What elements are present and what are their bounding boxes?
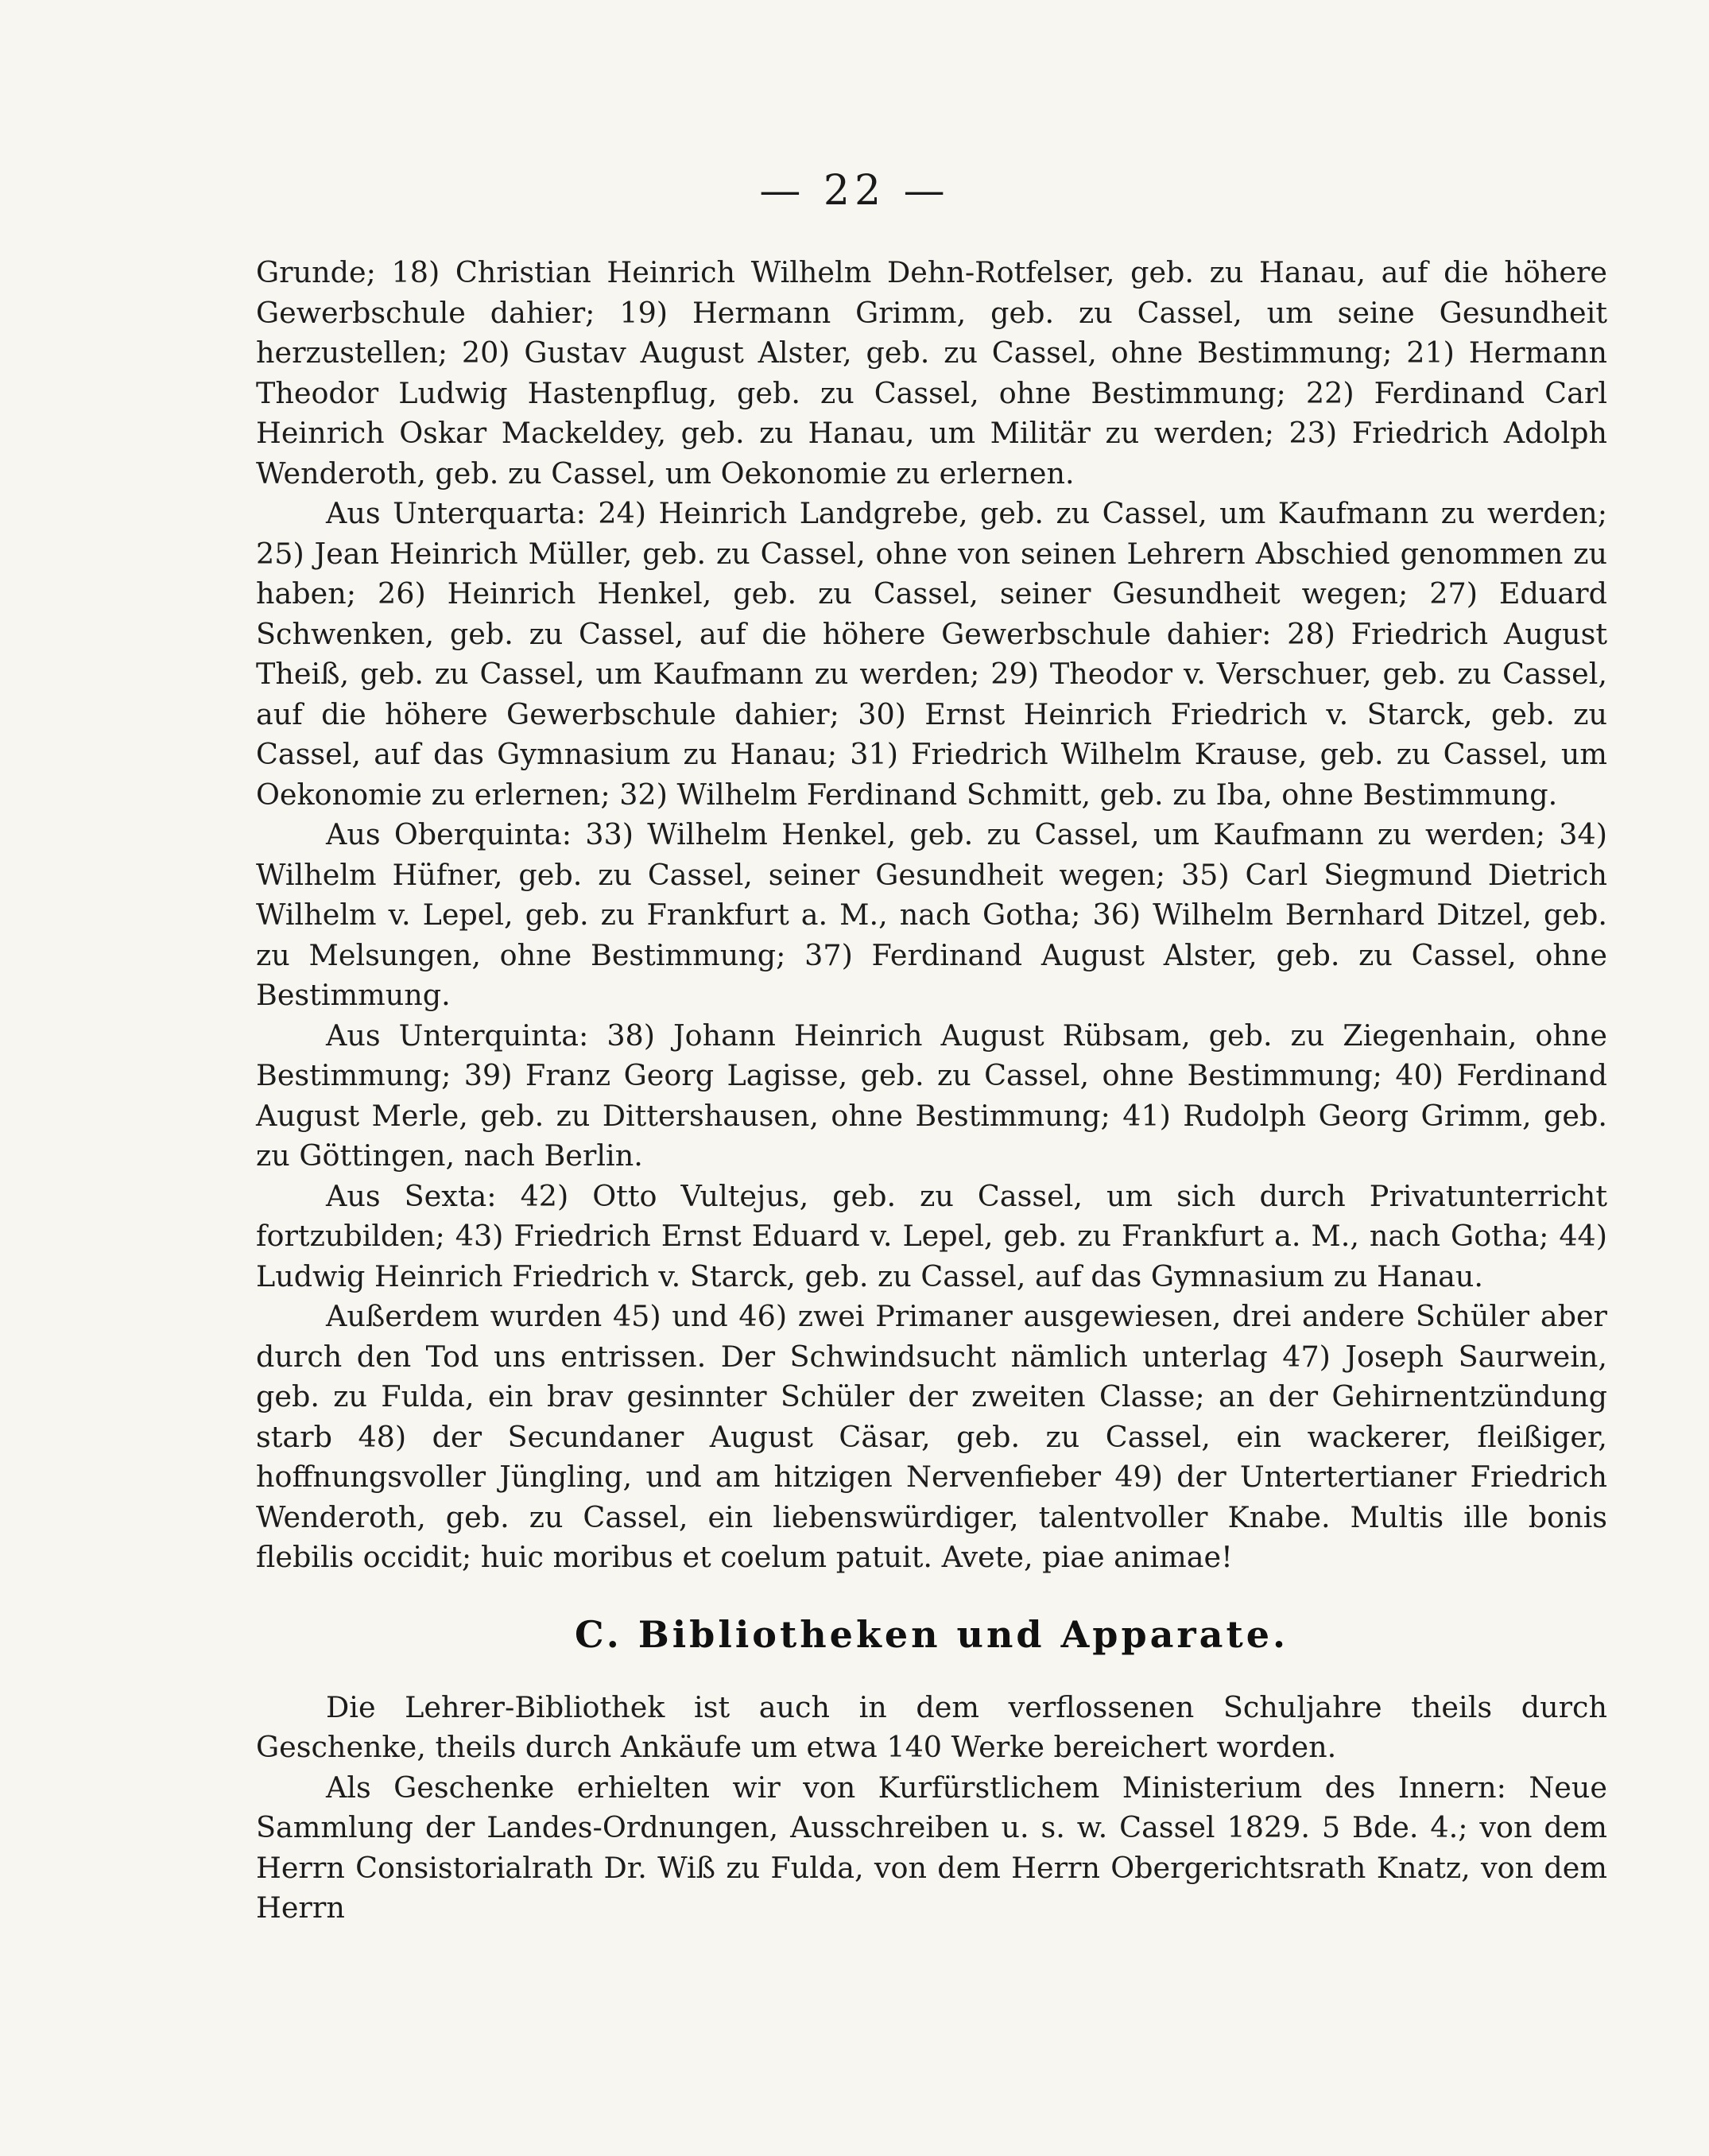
- section-heading: C. Bibliotheken und Apparate.: [575, 1612, 1289, 1656]
- body-text: [256, 253, 1607, 1929]
- paragraph-lehrer-bibliothek: Die Lehrer-Bibliothek ist auch in dem verflossenen Schuljahre theils durch Geschenke, theils durch Ankäufe um etwa 140 Werke bereichert worden.: [256, 1689, 1607, 1764]
- paragraph-geschenke: Als Geschenke erhielten wir von Kurfürstlichem Ministerium des Innern: Neue Sammlung der Landes-Ordnungen, Ausschreiben u. s. w. Cassel 1829. 5 Bde. 4.; von dem Herrn Consistorialrath Dr. Wiß zu Fulda, von dem Herrn Obergerichtsrath Knatz, von dem Herrn: [256, 1770, 1607, 1925]
- paragraph-unterquarta: Aus Unterquarta: 24) Heinrich Landgrebe, geb. zu Cassel, um Kaufmann zu werden; 25) Jean Heinrich Müller, geb. zu Cassel, ohne von seinen Lehrern Abschied genommen zu haben; 26) Heinrich Henkel, geb. zu Cassel, seiner Gesundheit wegen; 27) Eduard Schwenken, geb. zu Cassel, auf die höhere Gewerbschule dahier: 28) Friedrich August Theiß, geb. zu Cassel, um Kaufmann zu werden; 29) Theodor v. Verschuer, geb. zu Cassel, auf die höhere Gewerbschule dahier; 30) Ernst Heinrich Friedrich v. Starck, geb. zu Cassel, auf das Gymnasium zu Hanau; 31) Friedrich Wilhelm Krause, geb. zu Cassel, um Oekonomie zu erlernen; 32) Wilhelm Ferdinand Schmitt, geb. zu Iba, ohne Bestimmung.: [256, 496, 1607, 812]
- paragraph-continuation: Grunde; 18) Christian Heinrich Wilhelm Dehn-Rotfelser, geb. zu Hanau, auf die höhere Gewerbschule dahier; 19) Hermann Grimm, geb. zu Cassel, um seine Gesundheit herzustellen; 20) Gustav August Alster, geb. zu Cassel, ohne Bestimmung; 21) Hermann Theodor Ludwig Hastenpflug, geb. zu Cassel, ohne Bestimmung; 22) Ferdinand Carl Heinrich Oskar Mackeldey, geb. zu Hanau, um Militär zu werden; 23) Friedrich Adolph Wenderoth, geb. zu Cassel, um Oekonomie zu erlernen.: [256, 255, 1607, 491]
- paragraph-ausserdem: Außerdem wurden 45) und 46) zwei Primaner ausgewiesen, drei andere Schüler aber durch den Tod uns entrissen. Der Schwindsucht nämlich unterlag 47) Joseph Saurwein, geb. zu Fulda, ein brav gesinnter Schüler der zweiten Classe; an der Gehirnentzündung starb 48) der Secundaner August Cäsar, geb. zu Cassel, ein wackerer, fleißiger, hoffnungsvoller Jüngling, und am hitzigen Nervenfieber 49) der Untertertianer Friedrich Wenderoth, geb. zu Cassel, ein liebenswürdiger, talentvoller Knabe. Multis ille bonis flebilis occidit; huic moribus et coelum patuit. Avete, piae animae!: [256, 1299, 1607, 1574]
- page-number: — 22 —: [759, 167, 950, 215]
- paragraph-unterquinta: Aus Unterquinta: 38) Johann Heinrich August Rübsam, geb. zu Ziegenhain, ohne Bestimmung; 39) Franz Georg Lagisse, geb. zu Cassel, ohne Bestimmung; 40) Ferdinand August Merle, geb. zu Dittershausen, ohne Bestimmung; 41) Rudolph Georg Grimm, geb. zu Göttingen, nach Berlin.: [256, 1018, 1607, 1173]
- paragraph-sexta: Aus Sexta: 42) Otto Vultejus, geb. zu Cassel, um sich durch Privatunterricht fortzubilden; 43) Friedrich Ernst Eduard v. Lepel, geb. zu Frankfurt a. M., nach Gotha; 44) Ludwig Heinrich Friedrich v. Starck, geb. zu Cassel, auf das Gymnasium zu Hanau.: [256, 1178, 1607, 1293]
- paragraph-oberquinta: Aus Oberquinta: 33) Wilhelm Henkel, geb. zu Cassel, um Kaufmann zu werden; 34) Wilhelm Hüfner, geb. zu Cassel, seiner Gesundheit wegen; 35) Carl Siegmund Dietrich Wilhelm v. Lepel, geb. zu Frankfurt a. M., nach Gotha; 36) Wilhelm Bernhard Ditzel, geb. zu Melsungen, ohne Bestimmung; 37) Ferdinand August Alster, geb. zu Cassel, ohne Bestimmung.: [256, 817, 1607, 1012]
